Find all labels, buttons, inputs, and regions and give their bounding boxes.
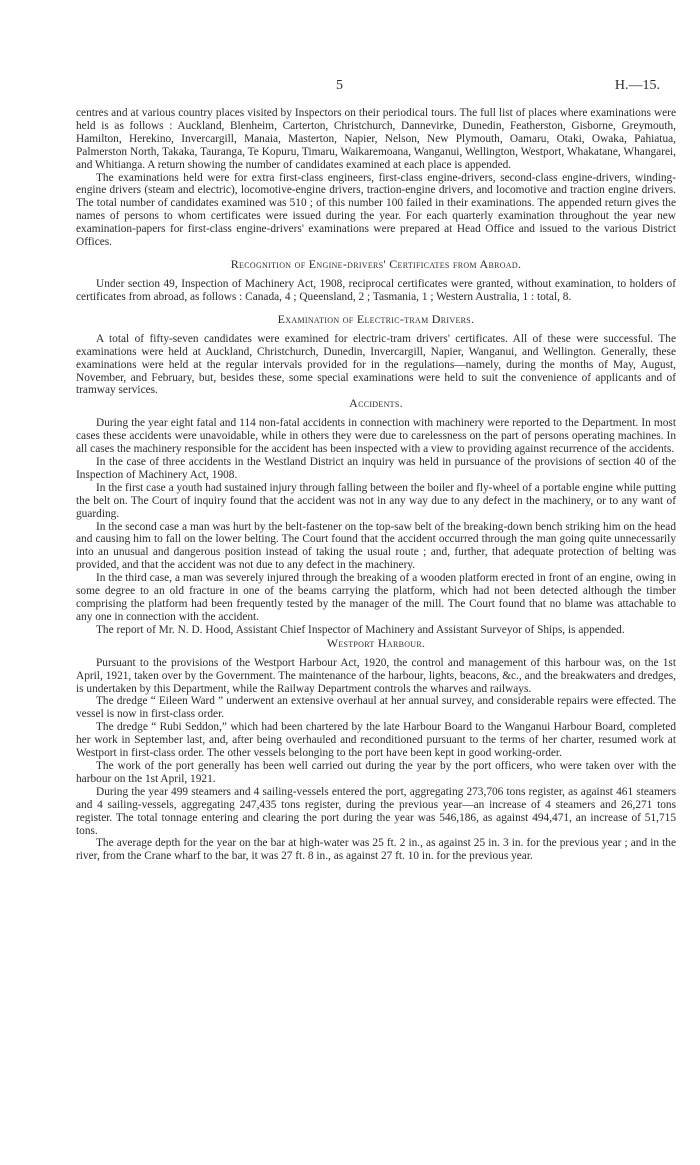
paragraph: In the second case a man was hurt by the belt-fastener on the top-saw belt of the breaking-down bench striking him on the head and causing him to fall on the lower belting. The Court found that the accident occurred through the man going quite unnecessarily into an unusual and dangerous position instead of taking the usual route ; and, further, that adequate protection of belting was provided, and that the accident was not due to any defect in the machinery. <box>76 520 676 572</box>
paragraph: The report of Mr. N. D. Hood, Assistant Chief Inspector of Machinery and Assistant Surveyor of Ships, is appended. <box>96 623 625 636</box>
paragraph: During the year eight fatal and 114 non-fatal accidents in connection with machinery were reported to the Department. In most cases these accidents were unavoidable, while in others they were due to carelessness on the part of persons operating machines. In all cases the machinery responsible for the accident has been inspected with a view to providing against recurrence of the accidents. <box>76 417 676 456</box>
section-recognition-certificates <box>76 258 676 304</box>
paragraph: In the case of three accidents in the Westland District an inquiry was held in pursuance of the provisions of section 40 of the Inspection of Machinery Act, 1908. <box>76 456 676 481</box>
paragraph: The average depth for the year on the bar at high-water was 25 ft. 2 in., as against 25 in. 3 in. for the previous year ; and in the river, from the Crane wharf to the bar, it was 27 ft. 8 in., as against 27 ft. 10 in. for the previous year. <box>76 837 676 863</box>
paragraph: A total of fifty-seven candidates were examined for electric-tram drivers' certificates. All of these were successful. The examinations were held at Auckland, Christchurch, Dunedin, Invercargill, Napier, Wanganui, and Wellington. Generally, these examinations were held at the regular intervals provided for in the regulations—namely, during the months of May, August, November, and February, but, besides these, some special examinations were held to suit the convenience of applicants and of tramway services. <box>76 332 676 397</box>
section-examinations-continued <box>76 107 676 249</box>
paragraph: The examinations held were for extra first-class engineers, first-class engine-drivers, second-class engine-drivers, winding-engine drivers (steam and electric), locomotive-engine drivers, traction-engine drivers, and locomotive and traction engine drivers. The total number of candidates examined was 510 ; of this number 100 failed in their examinations. The appended return gives the names of persons to whom certificates were issued during the year. For each quarterly examination throughout the year new examination-papers for first-class engine-drivers' examinations were prepared at Head Office and issued to the various District Offices. <box>76 171 676 249</box>
section-accidents <box>76 397 676 636</box>
paragraph: The dredge “ Eileen Ward ” underwent an extensive overhaul at her annual survey, and considerable repairs were effected. The vessel is now in first-class order. <box>76 695 676 721</box>
document-body <box>76 107 676 863</box>
page-number: 5 <box>336 78 343 93</box>
paragraph: Under section 49, Inspection of Machinery Act, 1908, reciprocal certificates were granted, without examination, to holders of certificates from abroad, as follows : Canada, 4 ; Queensland, 2 ; Tasmania, 1 ; Western Australia, 1 : total, 8. <box>76 277 676 303</box>
section-heading: Accidents. <box>349 396 403 411</box>
paragraph: The dredge “ Rubi Seddon,” which had been chartered by the late Harbour Board to the Wanganui Harbour Board, completed her work in September last, and, after being overhauled and reconditioned pursuant to the terms of her charter, resumed work at Westport in first-class order. The other vessels belonging to the port have been kept in good working-order. <box>76 721 676 760</box>
paragraph: centres and at various country places visited by Inspectors on their periodical tours. The full list of places where examinations were held is as follows : Auckland, Blenheim, Carterton, Christchurch, Dannevirke, Dunedin, Featherston, Gisborne, Greymouth, Hamilton, Herekino, Invercargill, Manaia, Masterton, Napier, Nelson, New Plymouth, Oamaru, Otaki, Owaka, Pahiatua, Palmerston North, Takaka, Tauranga, Te Kopuru, Timaru, Waikaremoana, Wanganui, Wellington, Westport, Whakatane, Whangarei, and Whitianga. A return showing the number of candidates examined at each place is appended. <box>76 107 676 171</box>
section-heading: Recognition of Engine-drivers' Certificates from Abroad. <box>230 256 522 271</box>
paragraph: Pursuant to the provisions of the Westport Harbour Act, 1920, the control and management of this harbour was, on the 1st April, 1921, taken over by the Government. The maintenance of the harbour, lights, beacons, &c., and the breakwaters and dredges, is undertaken by this Department, while the Railway Department controls the wharves and railways. <box>76 656 676 695</box>
section-heading: Examination of Electric-tram Drivers. <box>277 311 475 326</box>
paragraph: During the year 499 steamers and 4 sailing-vessels entered the port, aggregating 273,706 tons register, as against 461 steamers and 4 sailing-vessels, aggregating 247,435 tons register, during the previous year—an increase of 4 steamers and 26,271 tons register. The total tonnage entering and clearing the port during the year was 546,186, as against 494,471, an increase of 51,715 tons. <box>76 785 676 837</box>
paragraph: The work of the port generally has been well carried out during the year by the port officers, who were taken over with the harbour on the 1st April, 1921. <box>76 759 676 785</box>
section-westport-harbour <box>76 637 676 864</box>
paragraph: In the first case a youth had sustained injury through falling between the boiler and fly-wheel of a portable engine while putting the belt on. The Court of inquiry found that the accident was not in any way due to any defect in the machinery, or to any want of guarding. <box>76 481 676 520</box>
section-heading: Westport Harbour. <box>326 635 426 650</box>
paragraph: In the third case, a man was severely injured through the breaking of a wooden platform erected in front of an engine, owing in some degree to an old fracture in one of the beams carrying the platform, which had not been detected although the timber comprising the platform had been frequently tested by the manager of the mill. The Court found that no blame was attachable to any one in connection with the accident. <box>76 572 676 623</box>
document-reference: H.—15. <box>614 78 660 93</box>
section-electric-tram-drivers <box>76 313 676 398</box>
